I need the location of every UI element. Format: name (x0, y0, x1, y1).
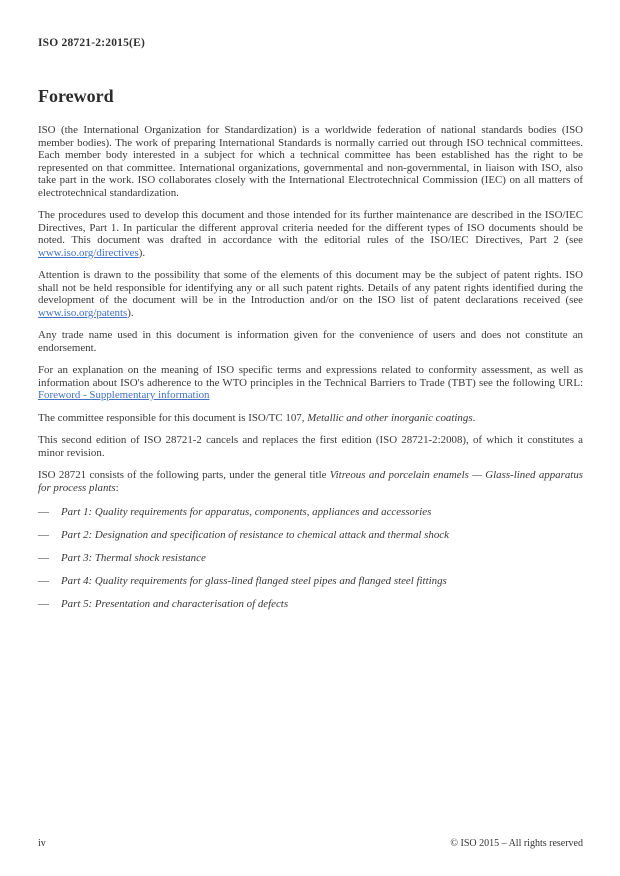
paragraph-committee (38, 412, 583, 425)
page-number: iv (38, 838, 46, 849)
text-run: . (472, 411, 476, 424)
text-run: ISO (the International Organization for Standardization) is a worldwide federation of national standards bodies (ISO member bodies). The work of preparing International Standards is normally carried out through ISO technical committees. Each member body interested in a subject for which a technical committee has been established has the right to be represented on that committee. International organizations, governmental and non-governmental, in liaison with ISO, also take part in the work. ISO collaborates closely with the International Electrotechnical Commission (IEC) on all matters of electrotechnical standardization. (38, 124, 583, 199)
text-run: This second edition of ISO 28721-2 cancels and replaces the first edition (ISO 28721-2:2008), of which it constitutes a minor revision. (38, 434, 583, 459)
list-item-text: Part 3: Thermal shock resistance (61, 552, 206, 564)
italic-text-run: Metallic and other inorganic coatings (307, 411, 473, 424)
paragraph-patent-rights (38, 269, 583, 319)
list-dash: — (38, 575, 49, 587)
list-item-part-2 (38, 529, 583, 542)
list-dash: — (38, 598, 49, 610)
hyperlink[interactable]: www.iso.org/patents (38, 306, 128, 319)
text-run: : (115, 481, 119, 494)
foreword-body (38, 124, 583, 494)
document-reference: ISO 28721-2:2015(E) (38, 37, 145, 49)
list-item-part-1 (38, 506, 583, 519)
list-item-text: Part 5: Presentation and characterisation of defects (61, 598, 289, 610)
paragraph-wto-tbt (38, 364, 583, 402)
paragraph-iso-federation (38, 124, 583, 199)
list-item-text: Part 4: Quality requirements for glass-lined flanged steel pipes and flanged steel fittings (61, 575, 447, 587)
text-run: ). (138, 246, 146, 259)
paragraph-second-edition (38, 434, 583, 459)
text-run: Attention is drawn to the possibility that some of the elements of this document may be the subject of patent rights. ISO shall not be held responsible for identifying any or all such patent rights. Details of any patent rights identified during the development of the document will be in the Introduction and/or on the ISO list of patent declarations received (see (38, 269, 583, 306)
text-run: The committee responsible for this document is ISO/TC 107, (38, 411, 308, 424)
text-run: Any trade name used in this document is information given for the convenience of users and does not constitute an endorsement. (38, 329, 583, 354)
list-item-part-5 (38, 598, 583, 611)
list-item-part-4 (38, 575, 583, 588)
list-item-part-3 (38, 552, 583, 565)
text-run: ISO 28721 consists of the following parts, under the general title (38, 469, 330, 481)
hyperlink[interactable]: www.iso.org/directives (38, 246, 139, 259)
text-run: The procedures used to develop this document and those intended for its further maintenance are described in the ISO/IEC Directives, Part 1. In particular the different approval criteria needed for the different types of ISO documents should be noted. This document was drafted in accordance with the editorial rules of the ISO/IEC Directives, Part 2 (see (38, 209, 583, 246)
hyperlink[interactable]: Foreword - Supplementary information (38, 389, 210, 401)
paragraph-trade-name (38, 329, 583, 354)
list-dash: — (38, 506, 49, 518)
list-item-text: Part 2: Designation and specification of resistance to chemical attack and thermal shock (61, 529, 449, 541)
copyright-notice: © ISO 2015 – All rights reserved (450, 838, 583, 849)
list-item-text: Part 1: Quality requirements for apparatus, components, appliances and accessories (61, 506, 432, 518)
italic-text-run: Vitreous and porcelain enamels — Glass-lined apparatus for process plants (38, 469, 583, 494)
text-run: For an explanation on the meaning of ISO specific terms and expressions related to conformity assessment, as well as information about ISO's adherence to the WTO principles in the Technical Barriers to Trade (TBT) see the following URL: (38, 364, 583, 389)
text-run: ). (127, 306, 134, 319)
page-title: Foreword (38, 86, 114, 106)
list-dash: — (38, 529, 49, 541)
list-dash: — (38, 552, 49, 564)
page-footer (38, 838, 583, 849)
parts-list (38, 506, 583, 611)
paragraph-procedures (38, 209, 583, 259)
paragraph-parts-intro (38, 469, 583, 494)
